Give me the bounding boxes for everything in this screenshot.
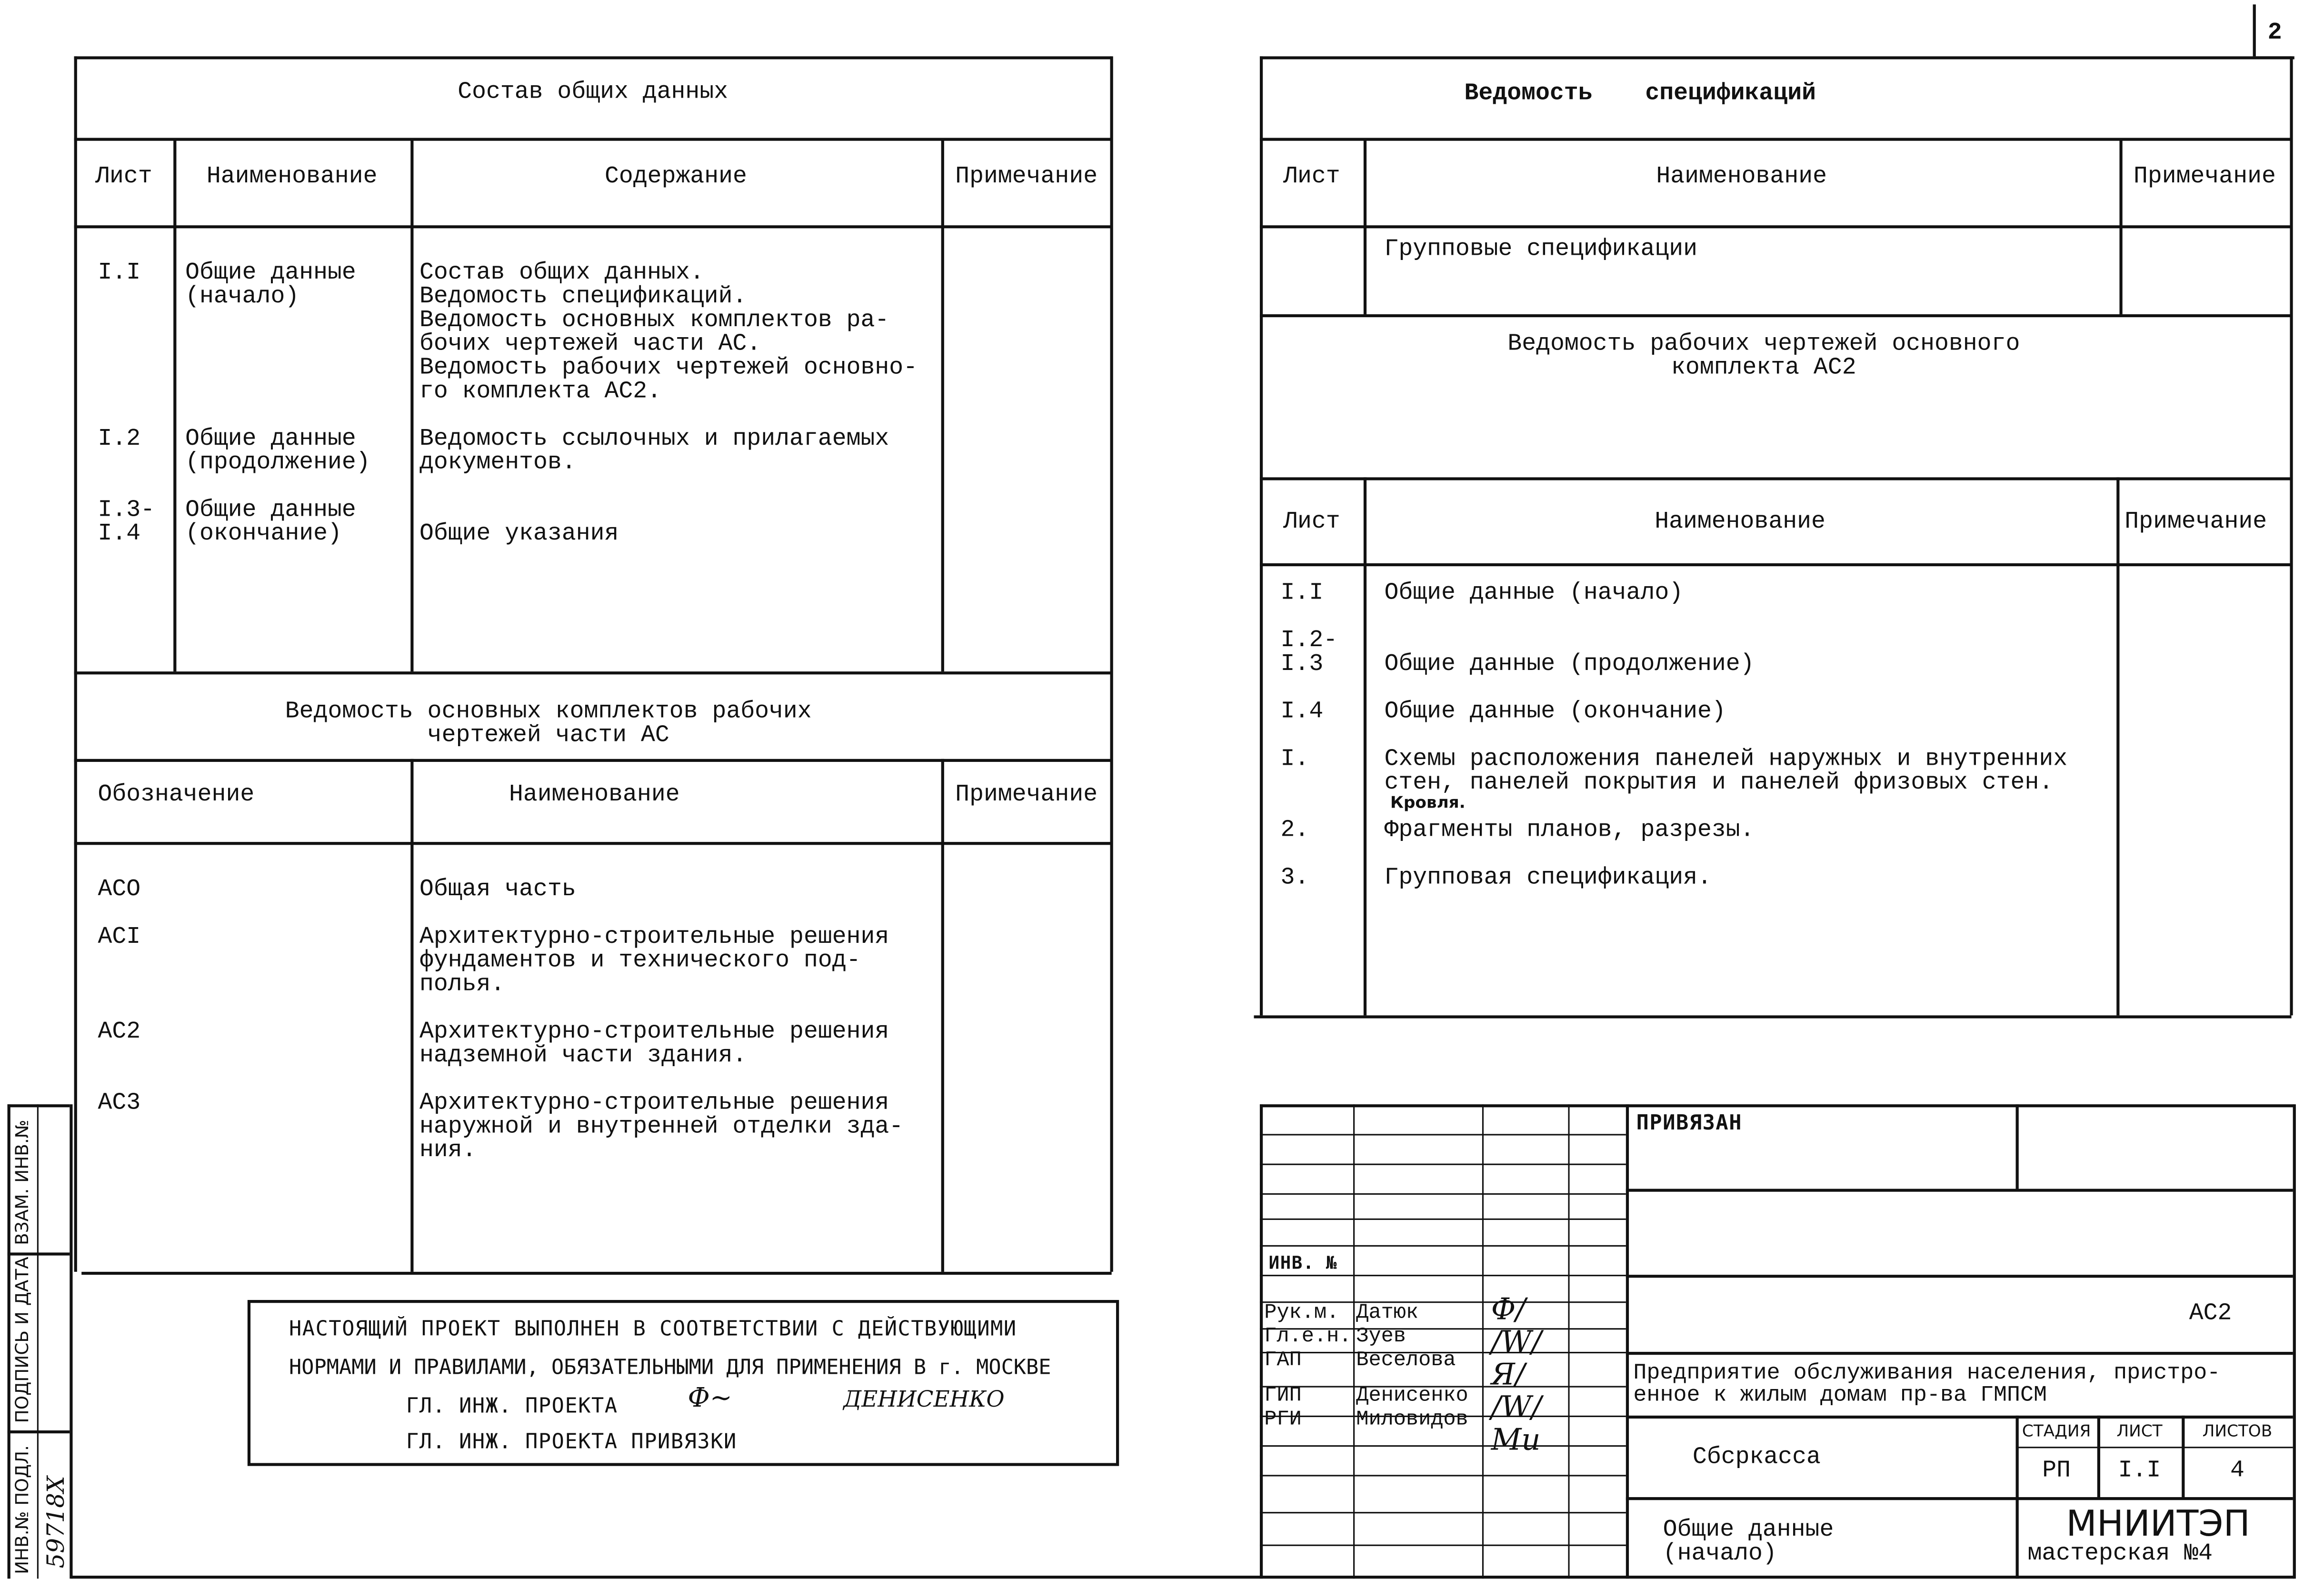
name-cell: Общие данные (начало) — [1384, 580, 1684, 607]
code-cell: АС2 — [98, 1018, 141, 1045]
page-number: 2 — [2267, 19, 2282, 46]
project-name: Предприятие обслуживания населения, пристро- енное к жилым домам пр-ва ГМПСМ — [1633, 1360, 2221, 1409]
sheet-cell: I.2 — [98, 425, 141, 452]
content-cell: Ведомость ссылочных и прилагаемых документов. — [419, 425, 889, 476]
role: ГИП — [1264, 1384, 1302, 1409]
attached-label: ПРИВЯЗАН — [1636, 1111, 1743, 1136]
inv-label: ИНВ. № — [1268, 1252, 1337, 1273]
org-name: МНИИТЭП — [2066, 1503, 2250, 1545]
header-sheet: Лист — [95, 163, 152, 190]
content-cell: Состав общих данных. Ведомость спецификаций. Ведомость основных комплектов ра- бочих чертежей части АС. Ведомость рабочих чертежей основно- го комплекта АС2. — [419, 259, 918, 405]
stage-label: СТАДИЯ — [2022, 1421, 2091, 1441]
stamp-line-3: ГЛ. ИНЖ. ПРОЕКТА — [406, 1395, 618, 1419]
person-name: Веселова — [1356, 1349, 1456, 1373]
name-cell: Общая часть — [419, 876, 576, 903]
person-name: Миловидов — [1356, 1408, 1468, 1432]
project-code: АС2 — [2189, 1300, 2232, 1327]
header-name: Наименование — [509, 781, 680, 808]
name-cell: Архитектурно-строительные решения фундаментов и технического под- полья. — [419, 923, 889, 998]
drawings-title: Ведомость рабочих чертежей основного комплекта АС2 — [1507, 330, 2020, 381]
role: ГАП — [1264, 1349, 1302, 1373]
margin-label-inv: ИНВ.№ ПОДЛ. — [11, 1445, 33, 1574]
sheet-label: ЛИСТ — [2116, 1421, 2163, 1441]
stamp-line-1: НАСТОЯЩИЙ ПРОЕКТ ВЫПОЛНЕН В СООТВЕТСТВИИ С ДЕЙСТВУЮЩИМИ — [289, 1318, 1017, 1342]
sheet-cell: I.4 — [1280, 698, 1324, 725]
header-sheet: Лист — [1283, 508, 1340, 535]
sheet-cell: I.I — [1280, 580, 1324, 607]
signature-mark: Ф~ — [688, 1383, 732, 1414]
building-name: Сбсркасса — [1692, 1443, 1821, 1470]
header-note: Примечание — [2125, 508, 2267, 535]
header-content: Содержание — [605, 163, 747, 190]
name-cell: Групповая спецификация. — [1384, 864, 1712, 891]
sheet-cell: I.2- I.3 — [1280, 627, 1338, 678]
sheet-cell: I.I — [98, 259, 141, 286]
sheet-cell: I. — [1280, 745, 1309, 772]
header-name: Наименование — [206, 163, 378, 190]
composition-title: Состав общих данных — [458, 78, 728, 106]
sheet-cell: 2. — [1280, 817, 1309, 844]
sheet-value: I.I — [2118, 1457, 2161, 1484]
name-cell: Схемы расположения панелей наружных и внутренних стен, панелей покрытия и панелей фризовых стен. — [1384, 745, 2068, 796]
header-name: Наименование — [1655, 508, 1825, 535]
margin-label-sign: ПОДПИСЬ И ДАТА — [11, 1257, 33, 1423]
person-name: Денисенко — [1356, 1384, 1468, 1409]
stamp-line-2: НОРМАМИ И ПРАВИЛАМИ, ОБЯЗАТЕЛЬНЫМИ ДЛЯ ПРИМЕНЕНИЯ В г. МОСКВЕ — [289, 1356, 1051, 1380]
name-cell: Общие данные (окончание) — [1384, 698, 1726, 725]
sheets-label: ЛИСТОВ — [2202, 1421, 2273, 1441]
signatures: Ф/ /W/ Я/ /W/ Ми — [1491, 1291, 1542, 1457]
code-cell: АСI — [98, 923, 141, 950]
sheet-cell: I.3- I.4 — [98, 496, 155, 547]
header-name: Наименование — [1656, 163, 1827, 190]
header-note: Примечание — [2133, 163, 2276, 190]
org-subdivision: мастерская №4 — [2027, 1540, 2213, 1567]
compliance-stamp — [248, 1300, 1119, 1466]
stamp-line-4: ГЛ. ИНЖ. ПРОЕКТА ПРИВЯЗКИ — [406, 1430, 737, 1454]
stage-value: РП — [2042, 1457, 2071, 1484]
stamp-signature-name: ДЕНИСЕНКО — [843, 1386, 1005, 1413]
header-sheet: Лист — [1283, 163, 1340, 190]
header-note: Примечание — [955, 163, 1098, 190]
role: Гл.е.н. — [1264, 1325, 1352, 1349]
name-cell: Общие данные (начало) — [185, 259, 356, 310]
role: РГИ — [1264, 1408, 1302, 1432]
sheet-title: Общие данные (начало) — [1663, 1516, 1834, 1567]
sheet-cell: 3. — [1280, 864, 1309, 891]
specs-title-a: Ведомость — [1464, 80, 1593, 107]
name-cell: Фрагменты планов, разрезы. — [1384, 817, 1755, 844]
name-cell: Общие данные (окончание) — [185, 496, 356, 547]
name-cell-extra: Кровля. — [1390, 793, 1466, 812]
header-note: Примечание — [955, 781, 1098, 808]
inv-number: 59718Х — [41, 1476, 70, 1569]
header-code: Обозначение — [98, 781, 255, 808]
main-sets-title: Ведомость основных комплектов рабочих чертежей части АС — [285, 698, 812, 749]
specs-row: Групповые спецификации — [1384, 235, 1697, 262]
name-cell: Общие данные (продолжение) — [185, 425, 370, 476]
person-name: Зуев — [1356, 1325, 1406, 1349]
code-cell: АСО — [98, 876, 141, 903]
name-cell: Архитектурно-строительные решения наружной и внутренней отделки зда- ния. — [419, 1089, 904, 1164]
margin-label-replace: ВЗАМ. ИНВ.№ — [11, 1119, 33, 1245]
person-name: Датюк — [1356, 1301, 1419, 1325]
name-cell: Общие данные (продолжение) — [1384, 650, 1755, 678]
role: Рук.м. — [1264, 1301, 1339, 1325]
code-cell: АС3 — [98, 1089, 141, 1117]
specs-title-b: спецификаций — [1645, 80, 1816, 107]
sheets-value: 4 — [2230, 1457, 2244, 1484]
name-cell: Архитектурно-строительные решения надземной части здания. — [419, 1018, 889, 1069]
content-cell: Общие указания — [419, 520, 619, 547]
